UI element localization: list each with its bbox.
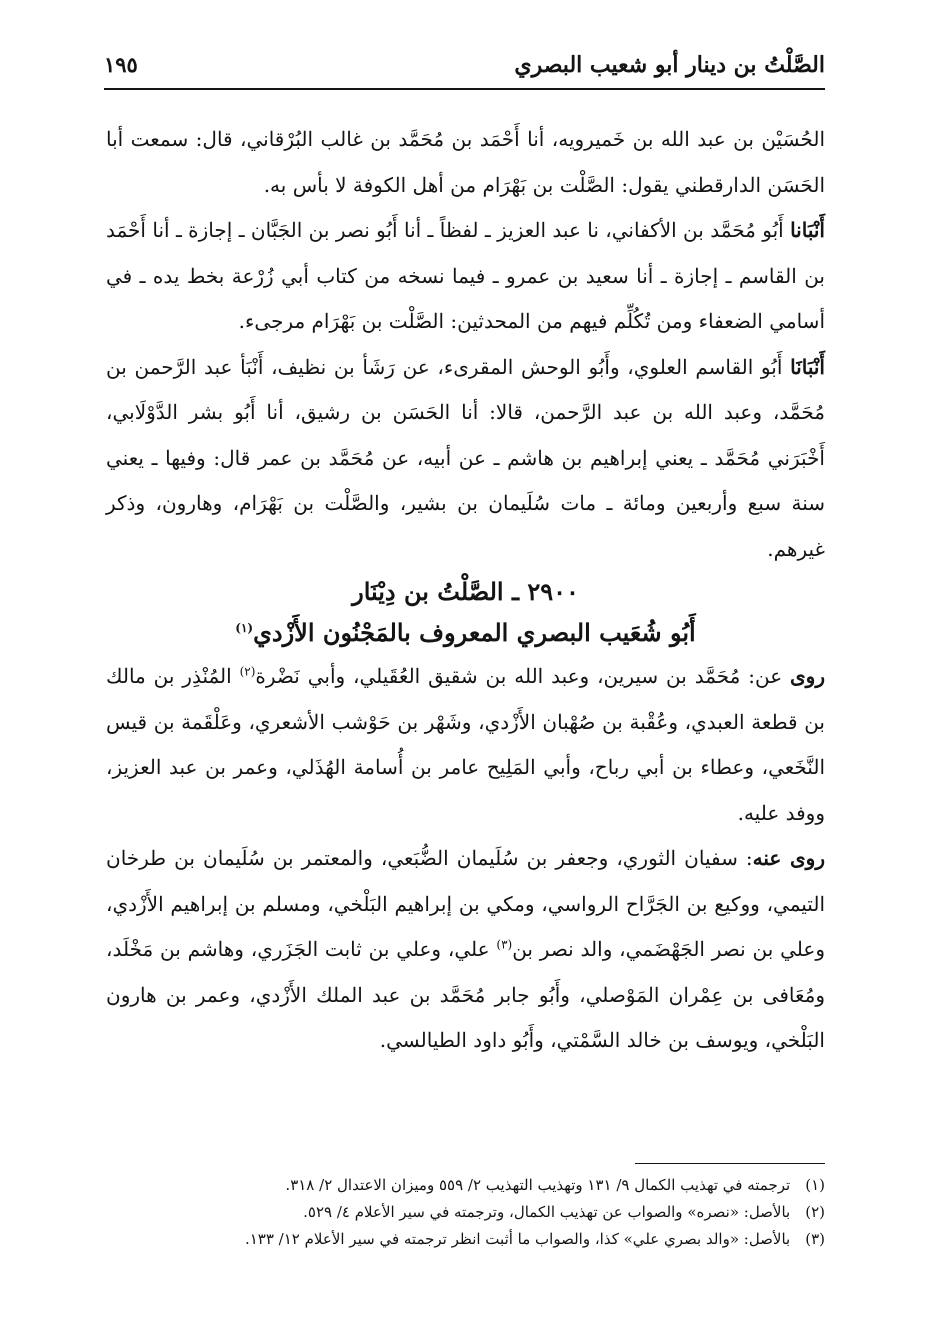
paragraph-3-lead: أَنْبَانَا — [790, 354, 825, 379]
footnote-3 — [106, 1226, 825, 1253]
narrated-by-text-b: علي، وعلي بن ثابت الجَزَري، وهاشم بن مَخْلَد، ومُعَافى بن عِمْران المَوْصلي، وأَبُو جابر مُحَمَّد بن عبد الملك الأَزْدي، وعمر بن هارون البَلْخي، ويوسف بن خالد السَّمْتي، وأَبُو داود الطيالسي. — [106, 937, 825, 1052]
paragraph-2-lead: أَنْبَانا — [790, 218, 825, 242]
footnote-1 — [106, 1172, 825, 1199]
footnote-1-number: (١) — [805, 1176, 825, 1194]
header-rule — [104, 88, 825, 90]
footnote-3-number: (٣) — [805, 1230, 825, 1248]
footnotes — [106, 1172, 825, 1253]
paragraph-3-text: أَبُو القاسم العلوي، وأَبُو الوحش المقرىء، عن رَشَأ بن نظيف، أَنْبَأ عبد الرَّحمن بن مُحَمَّد، وعبد الله بن عبد الرَّحمن، قالا: أنا الحَسَن بن رشيق، أنا أَبُو بشر الدَّوْلَابي، أَخْبَرَني مُحَمَّد ـ يعني إبراهيم بن هاشم ـ عن أبيه، عن مُحَمَّد بن عمر قال: وفيها ـ يعني سنة سبع وأربعين ومائة ـ مات سُلَيمان بن بشير، والصَّلْت بن بَهْرَام، وهارون، وذكر غيرهم. — [106, 354, 825, 561]
running-header — [104, 40, 825, 90]
narrated-from-lead: روى — [790, 664, 825, 688]
main-text — [106, 117, 825, 1064]
paragraph-1 — [106, 117, 825, 208]
footnote-ref-2: (٢) — [239, 664, 256, 679]
footnote-ref-1: (١) — [235, 621, 254, 635]
footnote-2-number: (٢) — [805, 1203, 825, 1221]
entry-heading-kunya — [106, 612, 825, 654]
entry-heading-number-name: ٢٩٠٠ ـ الصَّلْتُ بن دِيْنَار — [352, 577, 579, 606]
running-title: الصَّلْتُ بن دينار أبو شعيب البصري — [514, 52, 825, 78]
footnote-2-text: بالأصل: «نصره» والصواب عن تهذيب الكمال، وترجمته في سير الأعلام ٤/ ٥٢٩. — [303, 1203, 791, 1221]
entry-heading — [106, 572, 825, 654]
narrated-from-text-b: المُنْذِر بن مالك بن قطعة العبدي، وعُقْبة بن صُهْبان الأَزْدي، وشَهْر بن حَوْشب الأشعري، وعَلْقَمة بن قيس النَّخَعي، وعطاء بن أبي رباح، وأبي المَلِيح عامر بن أُسامة الهُذَلي، وعمر بن عبد العزيز، ووفد عليه. — [106, 664, 825, 825]
footnote-rule — [635, 1163, 825, 1164]
footnote-ref-3: (٣) — [496, 937, 513, 952]
narrated-by-lead: روى عنه — [752, 846, 826, 870]
paragraph-3 — [106, 345, 825, 573]
paragraph-1-text: الحُسَيْن بن عبد الله بن خَميرويه، أنا أَحْمَد بن مُحَمَّد بن غالب البُرْقاني، قال: سمعت أبا الحَسَن الدارقطني يقول: الصَّلْت بن بَهْرَام من أهل الكوفة لا بأس به. — [106, 127, 825, 197]
paragraph-2-text: أَبُو مُحَمَّد بن الأكفاني، نا عبد العزيز ـ لفظاً ـ أنا أَبُو نصر بن الجَبَّان ـ إجازة ـ أنا أَحْمَد بن القاسم ـ إجازة ـ أنا سعيد بن عمرو ـ فيما نسخه من كتاب أبي زُرْعة بخط يده ـ في أسامي الضعفاء ومن تُكُلِّم فيهم من المحدثين: الصَّلْت بن بَهْرَام مرجىء. — [106, 218, 825, 333]
footnote-1-text: ترجمته في تهذيب الكمال ٩/ ١٣١ وتهذيب التهذيب ٢/ ٥٥٩ وميزان الاعتدال ٢/ ٣١٨. — [285, 1176, 791, 1194]
narrated-by-text-a: : سفيان الثوري، وجعفر بن سُلَيمان الضُّبَعي، والمعتمر بن سُلَيمان بن طرخان التيمي، ووكيع بن الجَرَّاح الرواسي، ومكي بن إبراهيم البَلْخي، ومسلم بن إبراهيم الأَزْدي، وعلي بن نصر الجَهْضَمي، والد نصر بن — [106, 846, 825, 961]
paragraph-2 — [106, 208, 825, 345]
paragraph-narrated-from — [106, 654, 825, 836]
paragraph-narrated-by — [106, 836, 825, 1064]
narrated-from-text-a: عن: مُحَمَّد بن سيرين، وعبد الله بن شقيق العُقَيلي، وأبي نَضْرة — [255, 664, 791, 688]
page-number: ١٩٥ — [104, 52, 138, 77]
entry-heading-kunya-text: أَبُو شُعَيب البصري المعروف بالمَجْنُون الأَزْدي — [253, 618, 696, 647]
footnote-2 — [106, 1199, 825, 1226]
footnote-3-text: بالأصل: «والد بصري علي» كذا، والصواب ما أثبت انظر ترجمته في سير الأعلام ١٢/ ١٣٣. — [244, 1230, 791, 1248]
